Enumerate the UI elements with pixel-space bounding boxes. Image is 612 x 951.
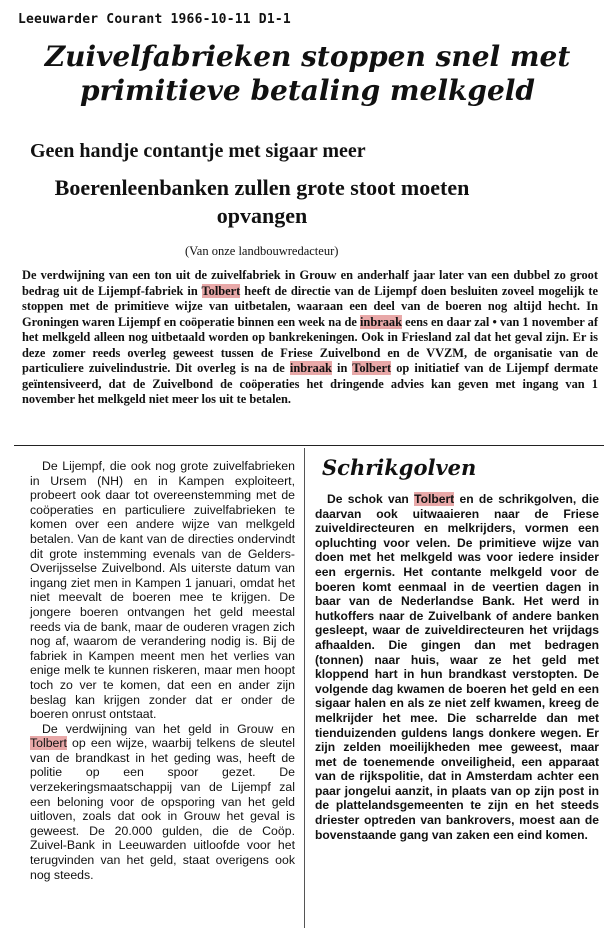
highlight-tolbert: Tolbert <box>201 283 241 298</box>
horizontal-divider <box>14 445 604 446</box>
lead-text: heeft de directie van de Lijempf doen besluiten zoveel mogelijk te stoppen met de primitieve wijze van uitbetalen, waaraan een deel van de boeren nog altijd hecht. In Groningen waren Lijempf en coöperatie binnen een week na de <box>22 283 598 329</box>
lead-text: De verdwijning van een ton uit de zuivelfabriek in Grouw en anderhalf jaar later van een dubbel zo groot bedrag uit de Lijempf-fabriek in <box>22 268 598 298</box>
left-text: op een wijze, waarbij telkens de sleutel van de brandkast in het geding was, heeft de politie op een spoor gezet. De verzekeringsmaatschappij van de Lijempf zal een beloning voor de opsporing van het geld uitloven, zoals dat ook in Grouw het geval is geweest. De 20.000 gulden, die de Coöp. Zuivel-Bank in Leeuwarden uitloofde voor het terugvinden van het geld, staat overigens ook nog steeds. <box>30 736 295 882</box>
source-line: Leeuwarder Courant 1966-10-11 D1-1 <box>18 12 291 27</box>
left-text: De verdwijning van het geld in Grouw en <box>42 721 295 736</box>
highlight-tolbert: Tolbert <box>352 361 392 375</box>
column-divider <box>304 448 305 928</box>
lead-text: in <box>331 361 353 375</box>
right-paragraph <box>315 492 599 842</box>
headline: Zuivelfabrieken stoppen snel met primitieve betaling melkgeld <box>44 40 571 107</box>
right-text: De schok van <box>327 492 415 506</box>
highlight-inbraak: inbraak <box>359 314 402 329</box>
lead-paragraph <box>22 268 598 408</box>
left-column <box>30 459 295 882</box>
subheadline-2: Boerenleenbanken zullen grote stoot moeten opvangen <box>54 175 470 228</box>
subheadline-1: Geen handje contantje met sigaar meer <box>30 140 366 162</box>
highlight-tolbert: Tolbert <box>414 492 455 506</box>
highlight-tolbert: Tolbert <box>30 736 67 751</box>
section-heading: Schrikgolven <box>322 455 477 480</box>
byline: (Van onze landbouwredacteur) <box>185 244 339 258</box>
lead-text: op initiatief van de Lijempf dermate geïntensiveerd, dat de Zuivelbond de coöperaties het dringende advies kan geven met ingang van 1 november het melkgeld niet meer los uit te betalen. <box>22 361 598 406</box>
right-text: en de schrikgolven, die daarvan ook uitwaaieren naar de Friese zuiveldirecteuren en melkrijders, vormen een opluchting voor velen. De primitieve wijze van doen met het melkgeld was voor iedere insider een ergernis. Het contante melkgeld voor de boeren komt eenmaal in de veertien dagen in baar van de Nederlandse Bank. Het werd in hutkoffers naar de Zuivelbank of andere banken gesleept, waar de zuiveldirecteuren het vrijdags afhaalden. Die gingen dan met bedragen (tonnen) naar huis, waar ze het geld met kloppend hart in hun brandkast verstopten. De volgende dag kwamen de boeren het geld en een sigaar halen en als ze niet zelf kwamen, kreeg de melkrijder het mee. Die scharrelde dan met tienduizenden guldens langs donkere wegen. Er zijn zelden moeilijkheden mee geweest, maar met de toenemende onveiligheid, een apparaat van de rijkspolitie, dat in Amsterdam achter een paar jongelui aanzit, in plaats van op zijn post in de plattelandsgemeenten te zijn en het steeds driester optreden van bankrovers, moest aan de bovenstaande gang van zaken een eind komen. <box>315 492 599 842</box>
left-paragraph-1: De Lijempf, die ook nog grote zuivelfabrieken in Ursem (NH) en in Kampen exploiteert, probeert ook daar tot overeenstemming met de coöperaties en particuliere zuivelfabrieken te komen over een andere wijze van melkgeld betalen. Van de kant van de directies ondervindt dit grote instemming evenals van de Gelders-Overijsselse Zuivelbond. Als uiterste datum van ingang ziet men in Kampen 1 januari, omdat het niet meevalt de boeren mee te krijgen. De jongere boeren ontvangen het geld meestal reeds via de bank, maar de ouderen vragen zich nog af, waarom de verandering nodig is. Bij de fabriek in Kampen meent men het verlies van enige melk te kunnen riskeren, maar men hoopt toch zo ver te komen, dat een en ander zijn beslag kan krijgen zonder dat er onder de boeren onrust ontstaat. <box>30 459 295 722</box>
right-column <box>315 492 599 842</box>
highlight-inbraak: inbraak <box>289 361 332 375</box>
left-paragraph-2 <box>30 722 295 883</box>
lead-text: eens en daar zal • van 1 november af het melkgeld alleen nog uitbetaald worden op bankrekeningen. Ook in Friesland zal dat het geval zijn. Er is deze zomer reeds overleg geweest tussen de Friese Zuivelbond en de VVZM, de organisatie van de particuliere zuivelindustrie. Dit overleg is na de <box>22 314 598 375</box>
